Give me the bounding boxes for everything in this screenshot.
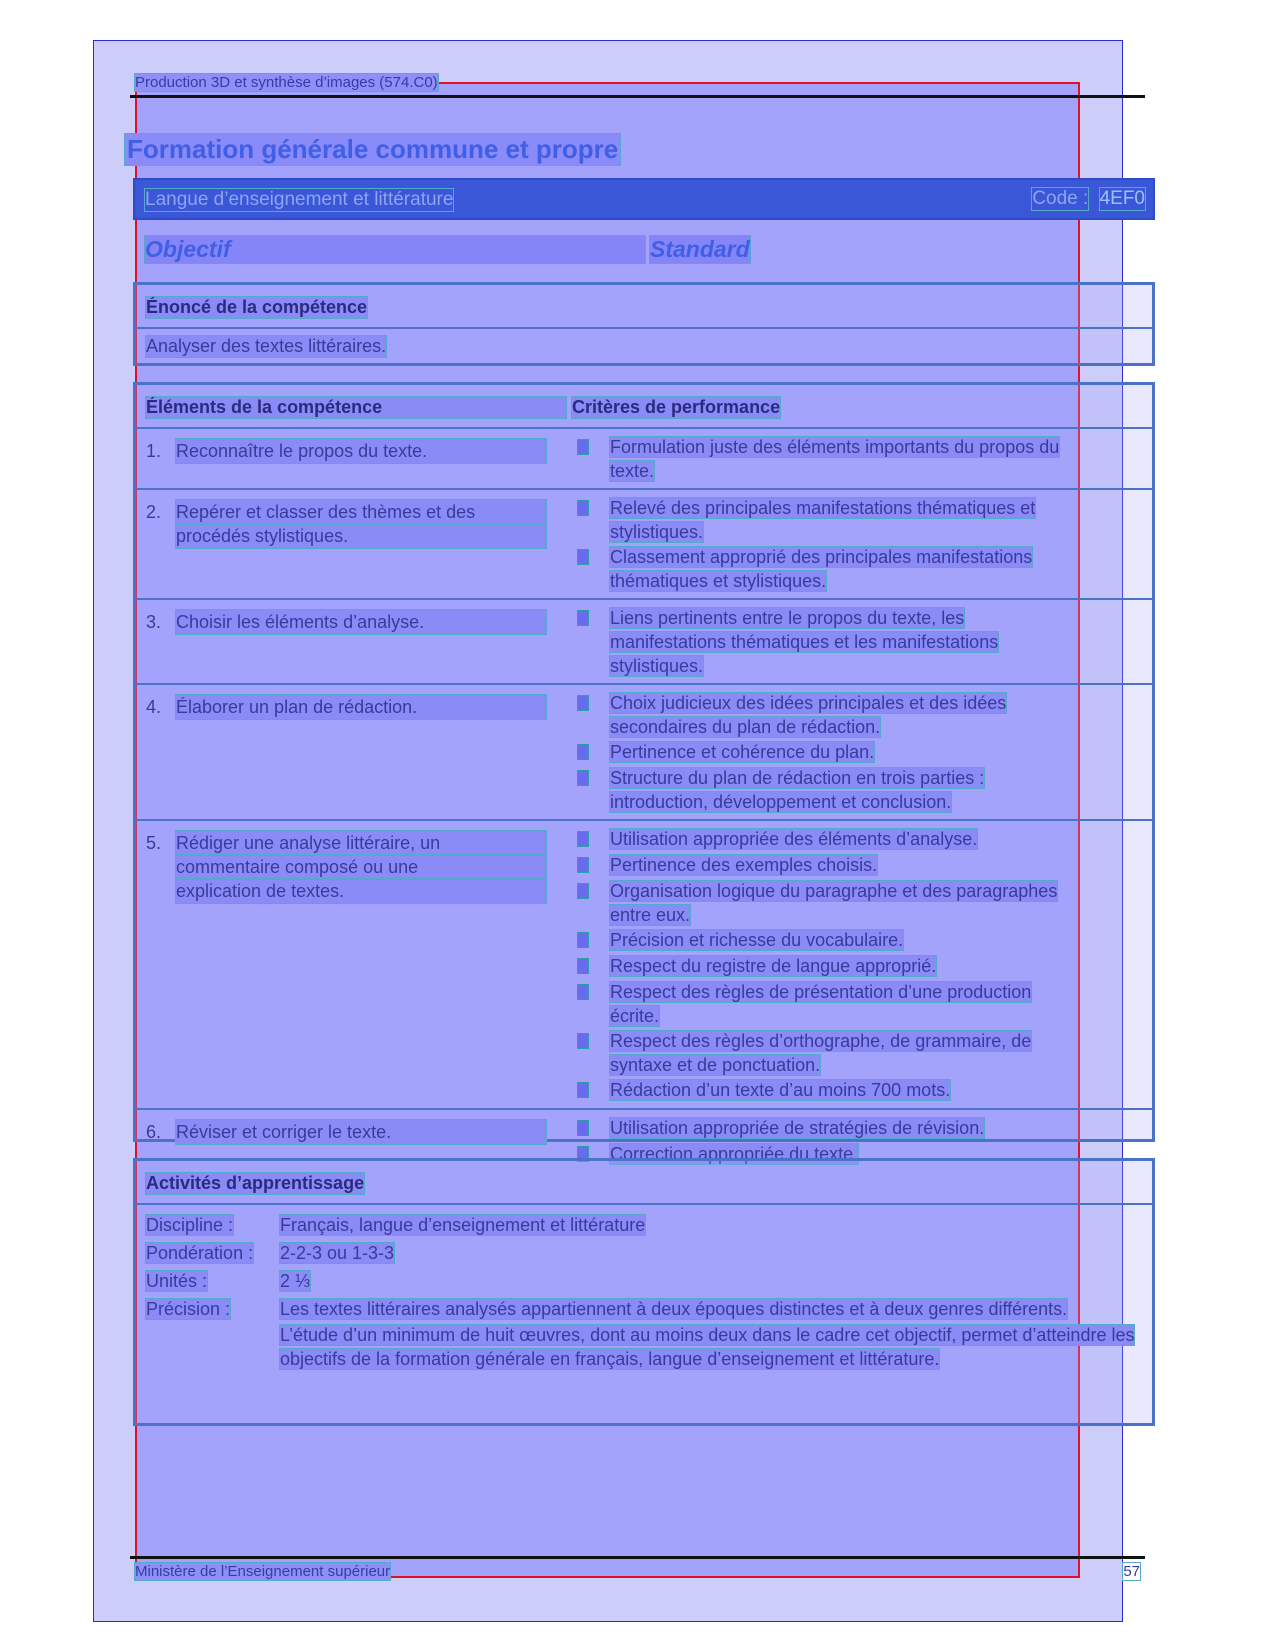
page-number: 57 xyxy=(1123,1563,1140,1580)
criterion-item xyxy=(572,1029,1152,1077)
element-text-line: commentaire composé ou une xyxy=(176,855,546,879)
criterion-text-line: Classement approprié des principales manifestations xyxy=(610,547,1033,567)
unites-label: Unités : xyxy=(146,1271,208,1291)
element-text-line: Rédiger une analyse littéraire, un xyxy=(176,831,546,855)
bullet-icon xyxy=(572,1029,610,1077)
bullet-icon xyxy=(572,496,610,544)
criterion-item xyxy=(572,1078,1152,1103)
criterion-item xyxy=(572,1116,1152,1141)
element-text-line: procédés stylistiques. xyxy=(176,524,546,548)
discipline-row xyxy=(146,1213,1142,1237)
element-text-line: Élaborer un plan de rédaction. xyxy=(176,695,546,719)
objective-label: Objectif xyxy=(145,236,645,263)
criteria-cell xyxy=(572,685,1152,819)
criteria-column-heading: Critères de performance xyxy=(572,397,781,417)
criterion-text xyxy=(610,980,1120,1028)
table-row xyxy=(136,429,1152,490)
element-number: 4. xyxy=(146,697,162,717)
activities-box xyxy=(133,1158,1155,1426)
discipline-value: Français, langue d’enseignement et littérature xyxy=(280,1215,646,1235)
criterion-text-line: Précision et richesse du vocabulaire. xyxy=(610,930,904,950)
criterion-text xyxy=(610,954,1120,979)
criterion-item xyxy=(572,691,1152,739)
criterion-text-line: Utilisation appropriée des éléments d’analyse. xyxy=(610,829,978,849)
criterion-item xyxy=(572,879,1152,927)
element-cell xyxy=(136,821,572,1108)
precision-label: Précision : xyxy=(146,1299,231,1319)
criterion-item xyxy=(572,545,1152,593)
element-text-line: Repérer et classer des thèmes et des xyxy=(176,500,546,524)
criterion-text-line: Respect des règles de présentation d’une production xyxy=(610,982,1032,1002)
bullet-icon xyxy=(572,954,610,979)
element-text xyxy=(176,695,546,719)
criterion-text xyxy=(610,827,1120,852)
competence-box xyxy=(133,282,1155,366)
criterion-text xyxy=(610,545,1120,593)
ponderation-row xyxy=(146,1241,1142,1265)
bullet-icon xyxy=(572,853,610,878)
table-row xyxy=(136,490,1152,600)
criterion-text-line: Rédaction d’un texte d’au moins 700 mots. xyxy=(610,1080,951,1100)
bullet-icon xyxy=(572,980,610,1028)
bullet-icon xyxy=(572,827,610,852)
criterion-item xyxy=(572,435,1152,483)
criterion-text-line: Utilisation appropriée de stratégies de révision. xyxy=(610,1118,985,1138)
criterion-text-line: manifestations thématiques et les manifestations xyxy=(610,632,999,652)
criterion-item xyxy=(572,928,1152,953)
element-number: 3. xyxy=(146,612,162,632)
criterion-item xyxy=(572,496,1152,544)
criterion-text-line: Formulation juste des éléments importants du propos du xyxy=(610,437,1060,457)
competence-heading: Énoncé de la compétence xyxy=(146,297,368,317)
course-bar xyxy=(133,178,1155,220)
footer-ministry: Ministère de l’Enseignement supérieur xyxy=(135,1563,391,1580)
criterion-text-line: Structure du plan de rédaction en trois parties : xyxy=(610,768,985,788)
criterion-text-line: Respect des règles d’orthographe, de grammaire, de xyxy=(610,1031,1032,1051)
criterion-item xyxy=(572,827,1152,852)
criterion-text xyxy=(610,1078,1120,1103)
element-text-line: Choisir les éléments d’analyse. xyxy=(176,610,546,634)
bullet-icon xyxy=(572,1116,610,1141)
precision-paragraph: L’étude d’un minimum de huit œuvres, dont au moins deux dans le cadre cet objectif, permet d’atteindre les objectifs de la formation générale en français, langue d’enseignement et littérature. xyxy=(280,1325,1135,1369)
ponderation-label: Pondération : xyxy=(146,1243,254,1263)
competence-statement-row xyxy=(136,329,1152,363)
bullet-icon xyxy=(572,766,610,814)
criterion-text xyxy=(610,766,1120,814)
criterion-text xyxy=(610,928,1120,953)
criterion-text xyxy=(610,1029,1120,1077)
criterion-text xyxy=(610,435,1120,483)
criterion-text-line: Organisation logique du paragraphe et des paragraphes xyxy=(610,881,1058,901)
elements-table-header xyxy=(136,385,1152,429)
bullet-icon xyxy=(572,740,610,765)
element-cell xyxy=(136,685,572,819)
bullet-icon xyxy=(572,1078,610,1103)
criterion-item xyxy=(572,954,1152,979)
criterion-item xyxy=(572,606,1152,678)
element-number: 2. xyxy=(146,502,162,522)
criterion-text-line: entre eux. xyxy=(610,905,691,925)
criterion-item xyxy=(572,980,1152,1028)
element-text xyxy=(176,610,546,634)
table-row xyxy=(136,600,1152,685)
element-text xyxy=(176,831,546,903)
course-name: Langue d’enseignement et littérature xyxy=(145,189,454,210)
bullet-icon xyxy=(572,691,610,739)
criterion-text-line: introduction, développement et conclusion. xyxy=(610,792,952,812)
criterion-text-line: écrite. xyxy=(610,1006,660,1026)
criterion-text-line: Pertinence et cohérence du plan. xyxy=(610,742,875,762)
element-text xyxy=(176,439,546,463)
criteria-cell xyxy=(572,429,1152,488)
element-number: 6. xyxy=(146,1122,162,1142)
table-row xyxy=(136,821,1152,1110)
criterion-text xyxy=(610,853,1120,878)
bullet-icon xyxy=(572,606,610,678)
criterion-text-line: stylistiques. xyxy=(610,656,704,676)
criteria-cell xyxy=(572,600,1152,683)
standard-label: Standard xyxy=(650,236,750,262)
precision-paragraph: Les textes littéraires analysés appartiennent à deux époques distinctes et à deux genres différents. xyxy=(280,1299,1068,1319)
footer-rule xyxy=(130,1556,1145,1559)
criteria-cell xyxy=(572,490,1152,598)
criterion-text-line: Relevé des principales manifestations thématiques et xyxy=(610,498,1036,518)
section-title: Formation générale commune et propre xyxy=(127,134,619,164)
criterion-text-line: Respect du registre de langue approprié. xyxy=(610,956,937,976)
criterion-text-line: texte. xyxy=(610,461,655,481)
activities-heading: Activités d’apprentissage xyxy=(146,1173,365,1193)
criterion-text-line: thématiques et stylistiques. xyxy=(610,571,827,591)
course-code xyxy=(1032,188,1145,210)
competence-heading-row xyxy=(136,285,1152,329)
elements-column-heading: Éléments de la compétence xyxy=(146,397,566,418)
unites-value: 2 ⅓ xyxy=(280,1271,311,1291)
criterion-text-line: Choix judicieux des idées principales et des idées xyxy=(610,693,1007,713)
elements-table xyxy=(133,382,1155,1164)
element-cell xyxy=(136,429,572,488)
element-text xyxy=(176,500,546,548)
criterion-item xyxy=(572,740,1152,765)
criterion-text xyxy=(610,740,1120,765)
element-number: 5. xyxy=(146,833,162,853)
criterion-text xyxy=(610,606,1120,678)
criterion-text xyxy=(610,879,1120,927)
element-text-line: explication de textes. xyxy=(176,879,546,903)
criterion-text xyxy=(610,1116,1120,1141)
unites-row xyxy=(146,1269,1142,1293)
element-cell xyxy=(136,600,572,683)
element-number: 1. xyxy=(146,441,162,461)
header-rule xyxy=(130,95,1145,98)
bullet-icon xyxy=(572,928,610,953)
criterion-text xyxy=(610,496,1120,544)
criterion-item xyxy=(572,766,1152,814)
course-code-value: 4EF0 xyxy=(1099,188,1145,209)
element-text xyxy=(176,1120,546,1144)
ponderation-value: 2-2-3 ou 1-3-3 xyxy=(280,1243,395,1263)
criterion-text-line: stylistiques. xyxy=(610,522,704,542)
table-row xyxy=(136,685,1152,821)
bullet-icon xyxy=(572,435,610,483)
criteria-cell xyxy=(572,821,1152,1108)
criterion-item xyxy=(572,853,1152,878)
criterion-text xyxy=(610,691,1120,739)
criterion-text-line: secondaires du plan de rédaction. xyxy=(610,717,881,737)
element-text-line: Reconnaître le propos du texte. xyxy=(176,439,546,463)
discipline-label: Discipline : xyxy=(146,1215,234,1235)
criterion-text-line: Correction appropriée du texte. xyxy=(610,1144,859,1164)
running-header: Production 3D et synthèse d’images (574.C0) xyxy=(135,74,438,91)
course-code-label: Code : xyxy=(1032,188,1089,209)
element-cell xyxy=(136,490,572,598)
criterion-text-line: Pertinence des exemples choisis. xyxy=(610,855,878,875)
criterion-text-line: syntaxe et de ponctuation. xyxy=(610,1055,821,1075)
activities-heading-row xyxy=(136,1161,1152,1205)
competence-statement: Analyser des textes littéraires. xyxy=(146,336,387,356)
criterion-text-line: Liens pertinents entre le propos du texte, les xyxy=(610,608,965,628)
elements-table-body xyxy=(136,429,1152,1172)
activities-body xyxy=(136,1205,1152,1385)
bullet-icon xyxy=(572,879,610,927)
bullet-icon xyxy=(572,545,610,593)
precision-row xyxy=(146,1297,1142,1373)
element-text-line: Réviser et corriger le texte. xyxy=(176,1120,546,1144)
